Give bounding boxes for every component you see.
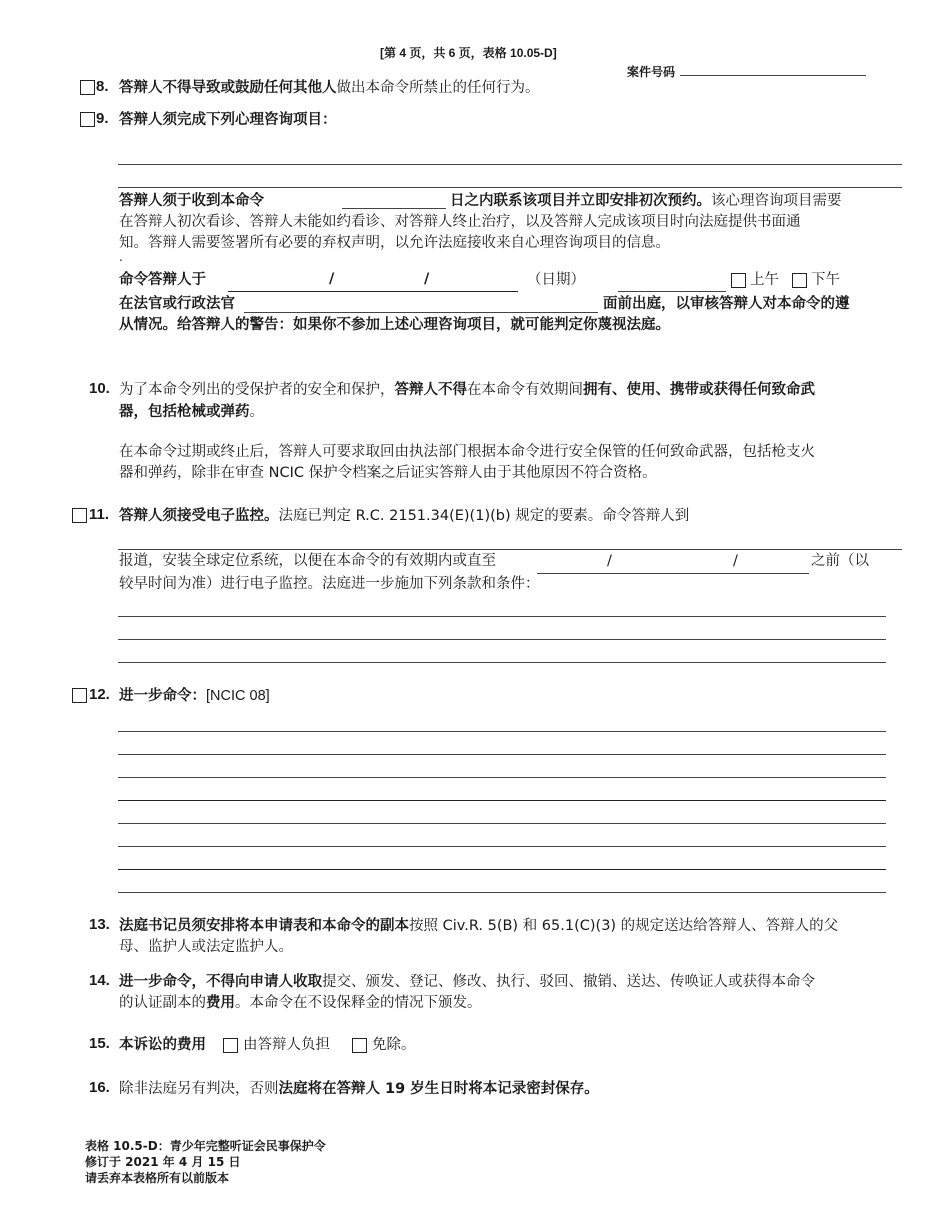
- am-label: 上午: [750, 272, 779, 288]
- item-8-text: [119, 77, 540, 99]
- item-8-bold: 答辩人不得导致或鼓励任何其他人: [119, 80, 337, 96]
- further-order-line-6[interactable]: [118, 846, 886, 847]
- monitoring-end-date-field[interactable]: [537, 573, 809, 574]
- item-8-rest: 做出本命令所禁止的任何行为。: [336, 80, 540, 96]
- further-order-line-5[interactable]: [118, 823, 886, 824]
- item-13-text: 按照 Civ.R. 5(B) 和 65.1(C)(3) 的规定送达给答辩人、答辩人的父: [409, 918, 839, 934]
- item-9-contact-prefix: 答辩人须于收到本命令: [119, 193, 264, 209]
- item-12-checkbox[interactable]: [72, 688, 87, 703]
- item-14-l2c: 。本命令在不设保释金的情况下颁发。: [235, 995, 482, 1011]
- item-11-number: 11.: [89, 506, 110, 523]
- counseling-program-line-2[interactable]: [118, 187, 902, 188]
- end-date-slash-1: /: [607, 553, 612, 569]
- item-14-text: 提交、颁发、登记、修改、执行、驳回、撤销、送达、传唤证人或获得本命令: [322, 974, 815, 990]
- item-9-line-3: 知。答辩人需要签署所有必要的弃权声明，以允许法庭接收来自心理咨询项目的信息。: [119, 235, 670, 251]
- item-14-number: 14.: [89, 972, 110, 989]
- page-info: [第 4 页，共 6 页，表格 10.05-D]: [380, 46, 557, 60]
- item-14-l2a: 的认证副本的: [119, 995, 206, 1011]
- item-11-line-2a: 报道，安装全球定位系统，以便在本命令的有效期内或直至: [119, 553, 496, 569]
- item-13-line-2: 母、监护人或法定监护人。: [119, 939, 293, 955]
- stray-dot: .: [119, 250, 123, 264]
- item-9-contact-bold: 日之内联系该项目并立即安排初次预约。: [450, 193, 711, 209]
- pm-checkbox[interactable]: [792, 273, 807, 288]
- item-10-para-2-line-1: 在本命令过期或终止后，答辩人可要求取回由执法部门根据本命令进行安全保管的任何致命武器，包括枪支火: [119, 444, 815, 460]
- item-9-line-2: 在答辩人初次看诊、答辩人未能如约看诊、对答辩人终止治疗，以及答辩人完成该项目时向法庭提供书面通: [119, 214, 801, 230]
- item-13-line-1: [119, 915, 838, 937]
- item-11-line-3: 较早时间为准）进行电子监控。法庭进一步施加下列条款和条件：: [119, 576, 540, 592]
- further-order-line-3[interactable]: [118, 777, 886, 778]
- item-8-checkbox[interactable]: [80, 80, 95, 95]
- further-order-line-2[interactable]: [118, 754, 886, 755]
- item-12-number: 12.: [89, 686, 110, 703]
- case-number-label: 案件号码: [627, 65, 676, 79]
- item-9-title: 答辩人须完成下列心理咨询项目：: [119, 112, 337, 128]
- item-10-part-b: 答辩人不得: [394, 382, 467, 398]
- judge-name-field[interactable]: [244, 312, 598, 313]
- item-11-checkbox[interactable]: [72, 508, 87, 523]
- item-11-bold: 答辩人须接受电子监控。: [119, 508, 279, 524]
- item-10-line-1: [119, 379, 815, 401]
- item-9-contact-rest: [450, 190, 842, 212]
- hearing-date-field[interactable]: [228, 291, 518, 292]
- item-10-line-2-end: 。: [249, 404, 264, 420]
- item-16-text: [119, 1078, 599, 1100]
- item-16-plain: 除非法庭另有判决，否则: [119, 1081, 279, 1097]
- item-14-l2b: 费用: [206, 995, 235, 1011]
- conditions-line-3[interactable]: [118, 662, 886, 663]
- item-11-text: 法庭已判定 R.C. 2151.34(E)(1)(b) 规定的要素。命令答辩人到: [278, 508, 690, 524]
- before-judge-label: 在法官或行政法官: [119, 296, 235, 312]
- cost-respondent-checkbox[interactable]: [223, 1038, 238, 1053]
- item-15-number: 15.: [89, 1035, 110, 1052]
- conditions-line-2[interactable]: [118, 639, 886, 640]
- conditions-line-1[interactable]: [118, 616, 886, 617]
- counseling-program-line-1[interactable]: [118, 164, 902, 165]
- item-10-number: 10.: [89, 380, 110, 397]
- item-12-text: [119, 685, 270, 707]
- end-date-slash-2: /: [733, 553, 738, 569]
- item-16-number: 16.: [89, 1079, 110, 1096]
- item-12-ncic: [NCIC 08]: [206, 688, 270, 704]
- item-9-contact-tail: 该心理咨询项目需要: [711, 193, 842, 209]
- cost-respondent-label: 由答辩人负担: [243, 1037, 330, 1053]
- case-number-field[interactable]: [680, 75, 866, 76]
- item-11-line-1: [119, 505, 689, 527]
- order-appear-label: 命令答辩人于: [119, 272, 206, 288]
- further-order-line-4[interactable]: [118, 800, 886, 801]
- item-13-number: 13.: [89, 916, 110, 933]
- appear-review-text: 面前出庭，以审核答辩人对本命令的遵: [603, 296, 850, 312]
- cost-waived-label: 免除。: [372, 1037, 416, 1053]
- item-10-part-d: 拥有、使用、携带或获得任何致命武: [583, 382, 815, 398]
- compliance-warning: 从情况。给答辩人的警告：如果你不参加上述心理咨询项目，就可能判定你蔑视法庭。: [119, 317, 670, 333]
- pm-label: 下午: [811, 272, 840, 288]
- footer-revised: 修订于 2021 年 4 月 15 日: [85, 1155, 241, 1169]
- item-12-bold: 进一步命令：: [119, 688, 206, 704]
- item-10-para-2-line-2: 器和弹药，除非在审查 NCIC 保护令档案之后证实答辩人由于其他原因不符合资格。: [119, 465, 657, 481]
- item-11-line-2b: 之前（以: [811, 553, 869, 569]
- item-14-line-1: [119, 971, 815, 993]
- item-10-line-2-bold: 器，包括枪械或弹药: [119, 404, 250, 420]
- footer-discard: 请丢弃本表格所有以前版本: [85, 1171, 230, 1185]
- item-14-line-2: [119, 992, 482, 1014]
- item-8-number: 8.: [96, 78, 109, 95]
- footer-form-name: 表格 10.5-D：青少年完整听证会民事保护令: [85, 1139, 326, 1153]
- item-16-bold: 法庭将在答辩人 19 岁生日时将本记录密封保存。: [278, 1081, 599, 1097]
- item-9-checkbox[interactable]: [80, 112, 95, 127]
- item-10-part-c: 在本命令有效期间: [467, 382, 583, 398]
- contact-days-field[interactable]: [342, 208, 446, 209]
- further-order-line-7[interactable]: [118, 869, 886, 870]
- hearing-time-field[interactable]: [618, 291, 726, 292]
- cost-waived-checkbox[interactable]: [352, 1038, 367, 1053]
- further-order-line-8[interactable]: [118, 892, 886, 893]
- date-label: （日期）: [527, 272, 585, 288]
- date-slash-1: /: [329, 271, 335, 287]
- item-15-label: 本诉讼的费用: [119, 1037, 206, 1053]
- item-13-bold: 法庭书记员须安排将本申请表和本命令的副本: [119, 918, 409, 934]
- item-14-bold: 进一步命令，不得向申请人收取: [119, 974, 322, 990]
- item-10-line-2: [119, 401, 264, 423]
- date-slash-2: /: [424, 271, 430, 287]
- item-10-part-a: 为了本命令列出的受保护者的安全和保护，: [119, 382, 395, 398]
- am-checkbox[interactable]: [731, 273, 746, 288]
- item-9-number: 9.: [96, 110, 109, 127]
- further-order-line-1[interactable]: [118, 731, 886, 732]
